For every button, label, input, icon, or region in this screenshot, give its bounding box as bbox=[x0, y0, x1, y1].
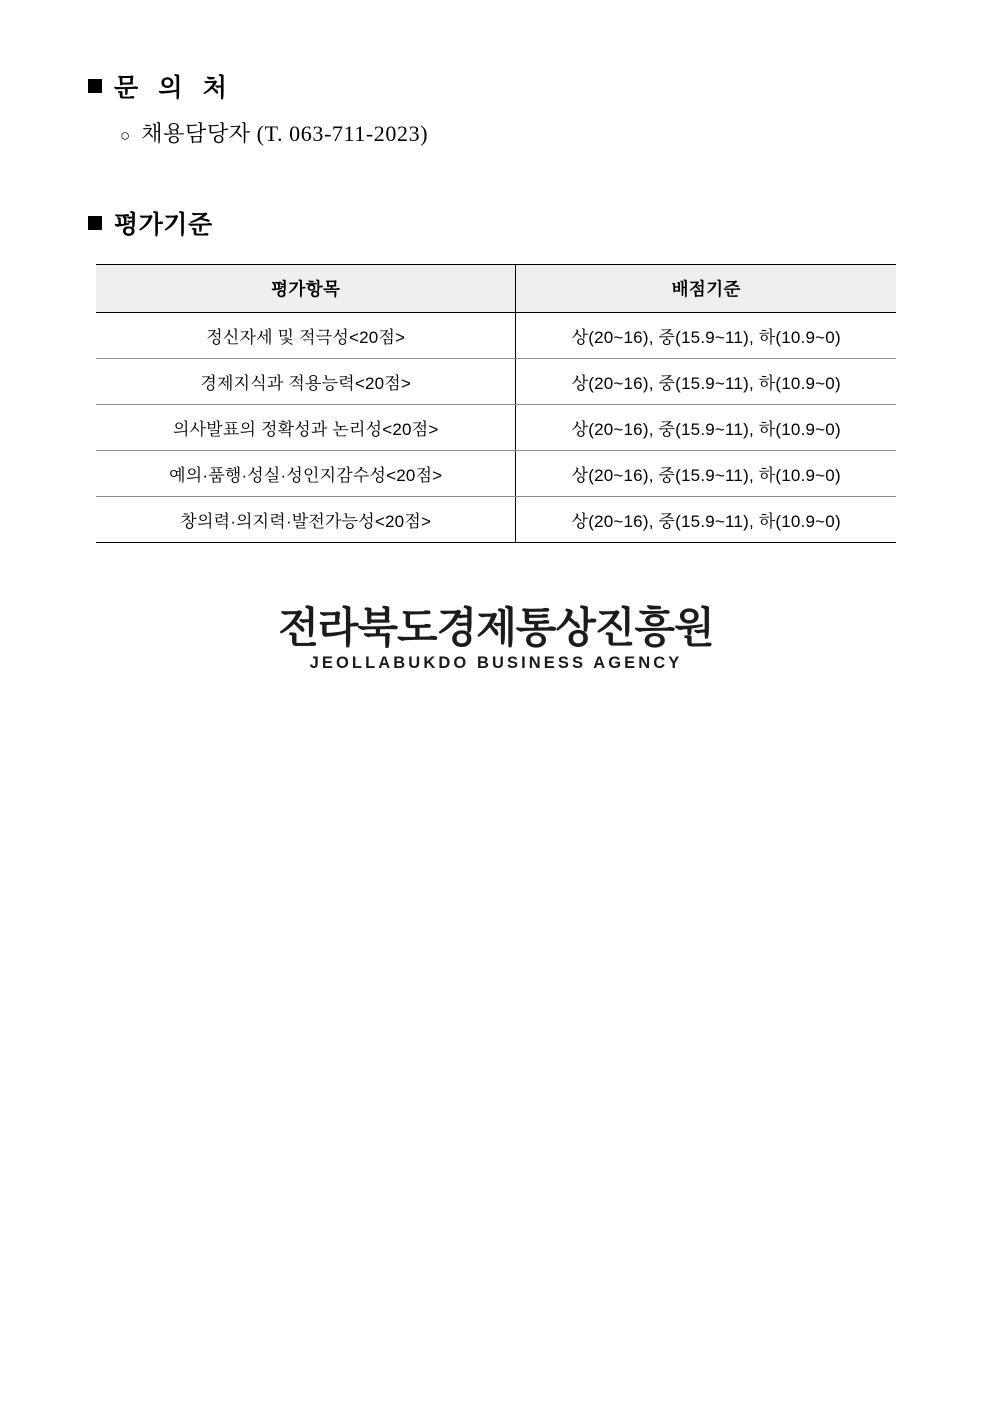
logo-english-name: JEOLLABUKDO BUSINESS AGENCY bbox=[309, 654, 683, 673]
column-header-score: 배점기준 bbox=[516, 265, 896, 313]
table-row bbox=[96, 405, 896, 451]
cell-item: 창의력·의지력·발전가능성<20점> bbox=[96, 497, 516, 543]
cell-item: 경제지식과 적용능력<20점> bbox=[96, 359, 516, 405]
contact-item-text: 채용담당자 (T. 063-711-2023) bbox=[141, 121, 429, 146]
table-row bbox=[96, 497, 896, 543]
table-header bbox=[96, 265, 896, 313]
table-row bbox=[96, 359, 896, 405]
square-bullet-icon bbox=[88, 216, 102, 230]
contact-list-item bbox=[120, 117, 428, 148]
criteria-section-heading bbox=[88, 205, 213, 241]
table-row bbox=[96, 451, 896, 497]
column-header-item: 평가항목 bbox=[96, 265, 516, 313]
square-bullet-icon bbox=[88, 79, 102, 93]
evaluation-criteria-table bbox=[96, 264, 896, 543]
cell-item: 의사발표의 정확성과 논리성<20점> bbox=[96, 405, 516, 451]
table-body bbox=[96, 313, 896, 543]
organization-logo bbox=[0, 606, 992, 673]
cell-score: 상(20~16), 중(15.9~11), 하(10.9~0) bbox=[516, 359, 896, 405]
cell-score: 상(20~16), 중(15.9~11), 하(10.9~0) bbox=[516, 497, 896, 543]
cell-score: 상(20~16), 중(15.9~11), 하(10.9~0) bbox=[516, 405, 896, 451]
table-row bbox=[96, 313, 896, 359]
logo-korean-name: 전라북도경제통상진흥원 bbox=[278, 604, 714, 651]
cell-item: 정신자세 및 적극성<20점> bbox=[96, 313, 516, 359]
cell-score: 상(20~16), 중(15.9~11), 하(10.9~0) bbox=[516, 451, 896, 497]
contact-heading-text: 문 의 처 bbox=[114, 75, 234, 102]
circle-bullet-icon: ○ bbox=[120, 126, 131, 145]
cell-item: 예의·품행·성실·성인지감수성<20점> bbox=[96, 451, 516, 497]
contact-section-heading bbox=[88, 68, 234, 104]
table-header-row bbox=[96, 265, 896, 313]
criteria-heading-text: 평가기준 bbox=[114, 212, 213, 239]
cell-score: 상(20~16), 중(15.9~11), 하(10.9~0) bbox=[516, 313, 896, 359]
